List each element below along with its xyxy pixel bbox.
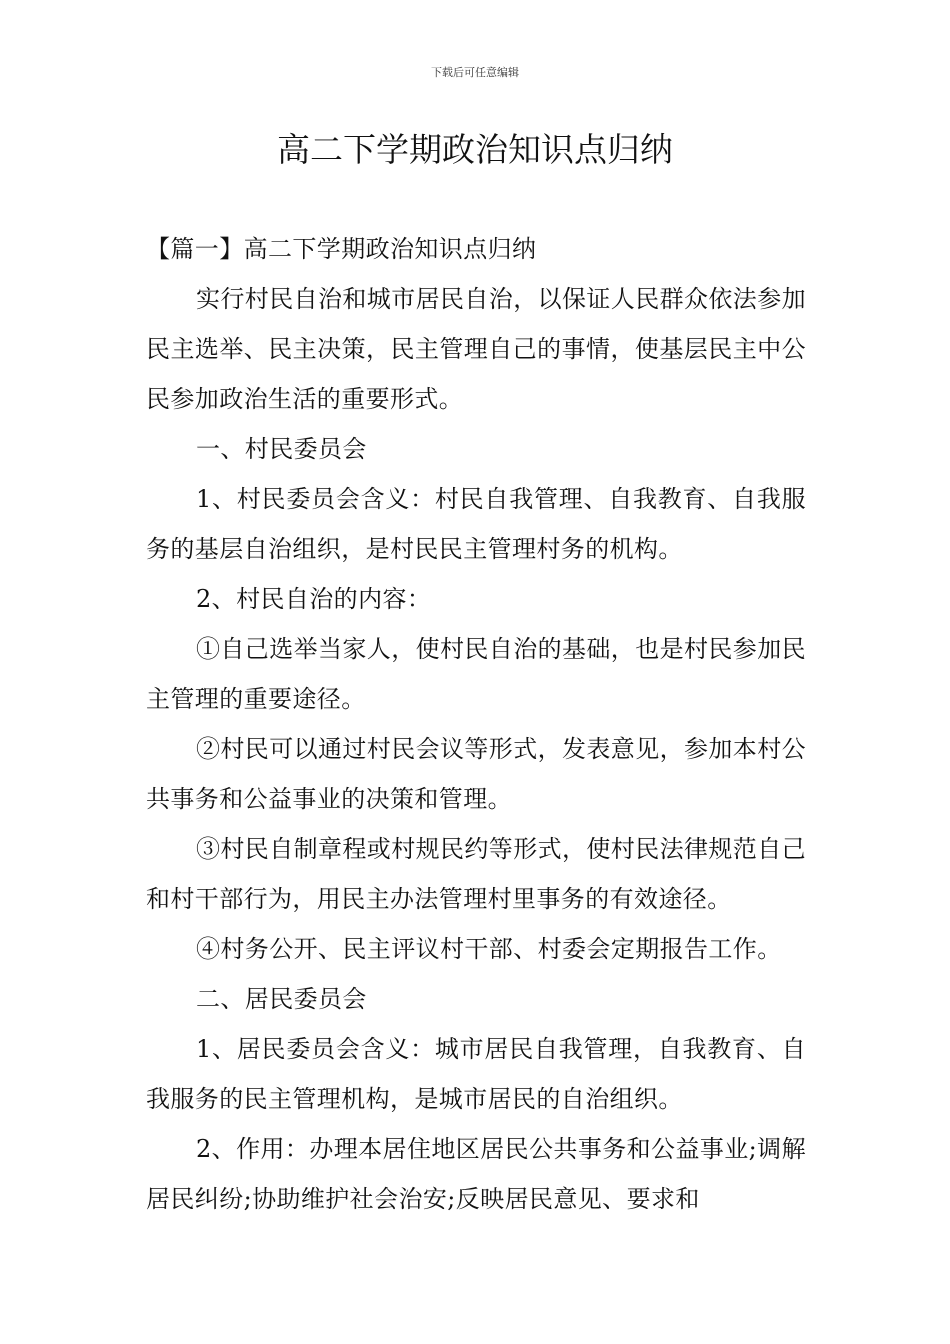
subsection-heading: 二、居民委员会 <box>196 985 367 1013</box>
subsection-heading: 一、村民委员会 <box>196 435 367 463</box>
list-item: ④村务公开、民主评议村干部、村委会定期报告工作。 <box>196 935 782 963</box>
paragraph: 2、村民自治的内容： <box>196 585 432 613</box>
page-header-note: 下载后可任意编辑 <box>431 66 519 79</box>
document-title: 高二下学期政治知识点归纳 <box>277 130 673 169</box>
paragraph: 实行村民自治和城市居民自治，以保证人民群众依法参加民主选举、民主决策，民主管理自己的事情，使基层民主中公民参加政治生活的重要形式。 <box>146 285 806 413</box>
document-body <box>146 224 806 1224</box>
list-item: ②村民可以通过村民会议等形式，发表意见，参加本村公共事务和公益事业的决策和管理。 <box>146 735 806 813</box>
section-heading: 【篇一】高二下学期政治知识点归纳 <box>146 235 537 263</box>
paragraph: 1、居民委员会含义：城市居民自我管理，自我教育、自我服务的民主管理机构，是城市居民的自治组织。 <box>146 1035 806 1113</box>
paragraph: 1、村民委员会含义：村民自我管理、自我教育、自我服务的基层自治组织，是村民民主管理村务的机构。 <box>146 485 806 563</box>
list-item: ③村民自制章程或村规民约等形式，使村民法律规范自己和村干部行为，用民主办法管理村里事务的有效途径。 <box>146 835 806 913</box>
list-item: ①自己选举当家人，使村民自治的基础，也是村民参加民主管理的重要途径。 <box>146 635 806 713</box>
paragraph: 2、作用：办理本居住地区居民公共事务和公益事业;调解居民纠纷;协助维护社会治安;反映居民意见、要求和 <box>146 1135 806 1213</box>
